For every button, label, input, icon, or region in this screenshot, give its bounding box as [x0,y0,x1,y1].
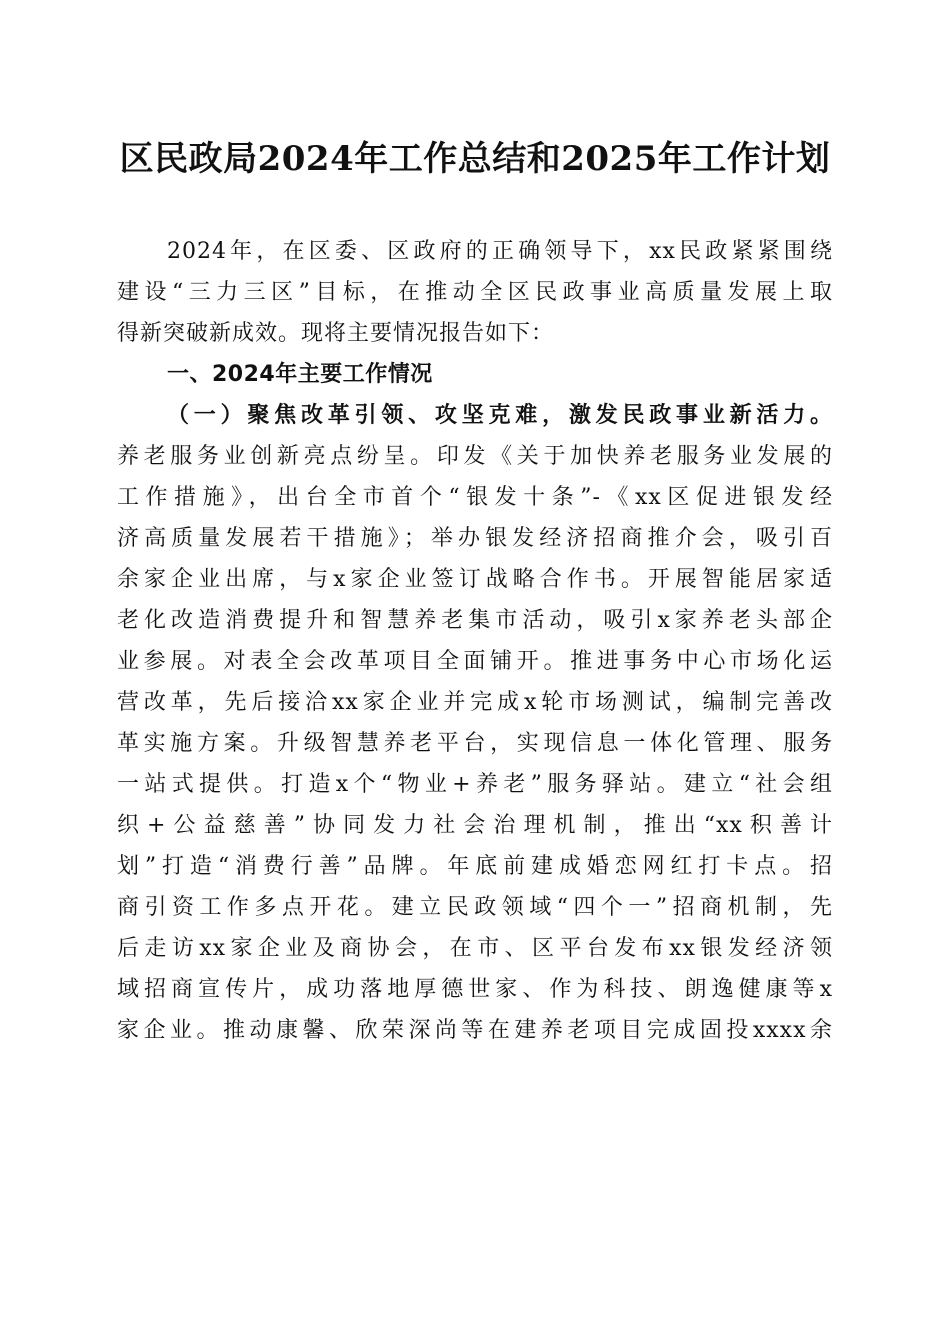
paragraph-line: 老化改造消费提升和智慧养老集市活动，吸引x家养老头部企 [117,608,833,633]
paragraph-line: 一站式提供。打造x个“物业+养老”服务驿站。建立“社会组 [117,772,833,797]
paragraph-line: 域招商宣传片，成功落地厚德世家、作为科技、朗逸健康等x [117,977,833,1002]
paragraph-line: 革实施方案。升级智慧养老平台，实现信息一体化管理、服务 [117,731,833,756]
paragraph-line: 得新突破新成效。现将主要情况报告如下： [117,321,555,346]
paragraph-line: 养老服务业创新亮点纷呈。印发《关于加快养老服务业发展的 [117,444,833,469]
paragraph-line: 工作措施》，出台全市首个“银发十条”-《xx区促进银发经 [117,485,833,510]
paragraph-line: 2024年，在区委、区政府的正确领导下，xx民政紧紧围绕 [167,239,833,264]
paragraph-line: 商引资工作多点开花。建立民政领域“四个一”招商机制，先 [117,895,833,920]
paragraph-line: 织+公益慈善”协同发力社会治理机制，推出“xx积善计 [117,813,833,838]
paragraph-line: 建设“三力三区”目标，在推动全区民政事业高质量发展上取 [117,280,833,305]
section-heading: 一、2024年主要工作情况 [167,362,433,387]
paragraph-line: 济高质量发展若干措施》；举办银发经济招商推介会，吸引百 [117,526,833,551]
paragraph-line: 余家企业出席，与x家企业签订战略合作书。开展智能居家适 [117,567,833,592]
paragraph-line: 营改革，先后接洽xx家企业并完成x轮市场测试，编制完善改 [117,690,833,715]
document-title: 区民政局2024年工作总结和2025年工作计划 [119,139,831,179]
paragraph-line: 后走访xx家企业及商协会，在市、区平台发布xx银发经济领 [117,936,833,961]
document-body [117,231,833,1051]
subsection-heading: （一）聚焦改革引领、攻坚克难，激发民政事业新活力。 [167,402,833,428]
paragraph-line: 划”打造“消费行善”品牌。年底前建成婚恋网红打卡点。招 [117,854,833,879]
paragraph-line: 业参展。对表全会改革项目全面铺开。推进事务中心市场化运 [117,649,833,674]
paragraph-line: 家企业。推动康馨、欣荣深尚等在建养老项目完成固投xxxx余 [117,1018,833,1043]
